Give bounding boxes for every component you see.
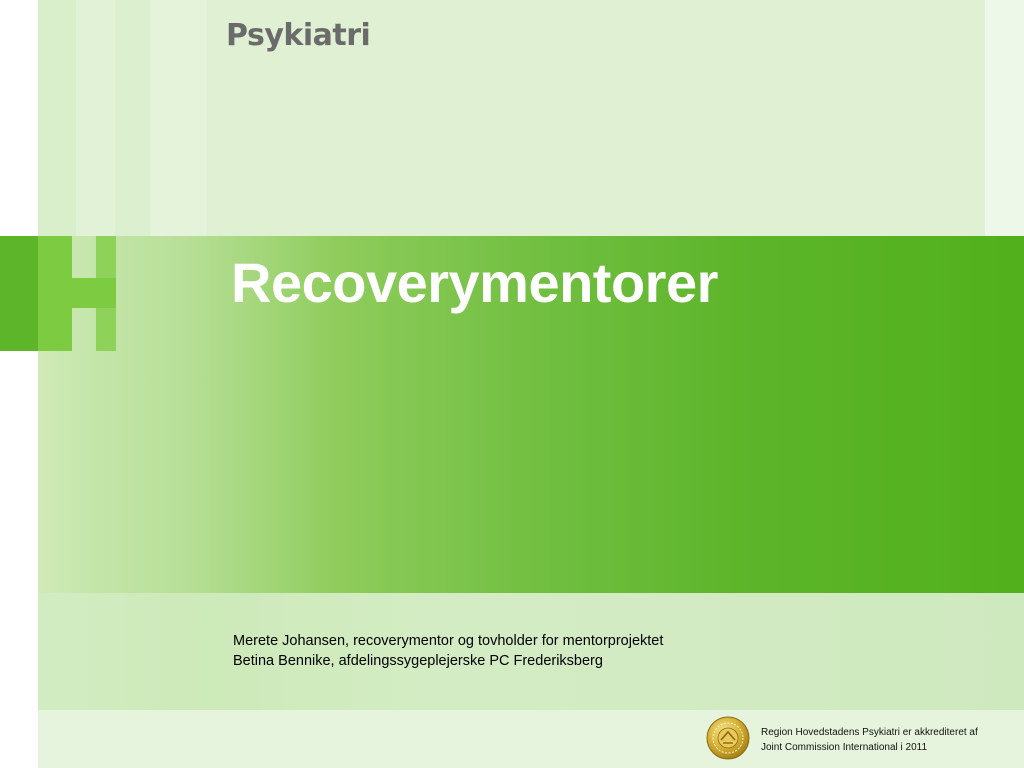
presenter-line: Merete Johansen, recoverymentor og tovholder for mentorprojektet [233,633,664,649]
brand-name: Psykiatri [226,18,371,53]
accreditation-line: Region Hovedstadens Psykiatri er akkrediteret af [761,727,978,738]
slide-title: Recoverymentorer [231,251,718,314]
region-logo-text: REGION [7,483,31,577]
accreditation-line: Joint Commission International i 2011 [761,742,928,753]
presenter-line: Betina Bennike, afdelingssygeplejerske PC Frederiksberg [233,653,603,669]
presenter-list [233,631,663,671]
accreditation-note [761,725,978,755]
accreditation-seal-icon [706,716,750,760]
left-margin [0,0,38,768]
region-logo-tab [0,236,38,577]
region-h-logo-icon [38,236,116,351]
